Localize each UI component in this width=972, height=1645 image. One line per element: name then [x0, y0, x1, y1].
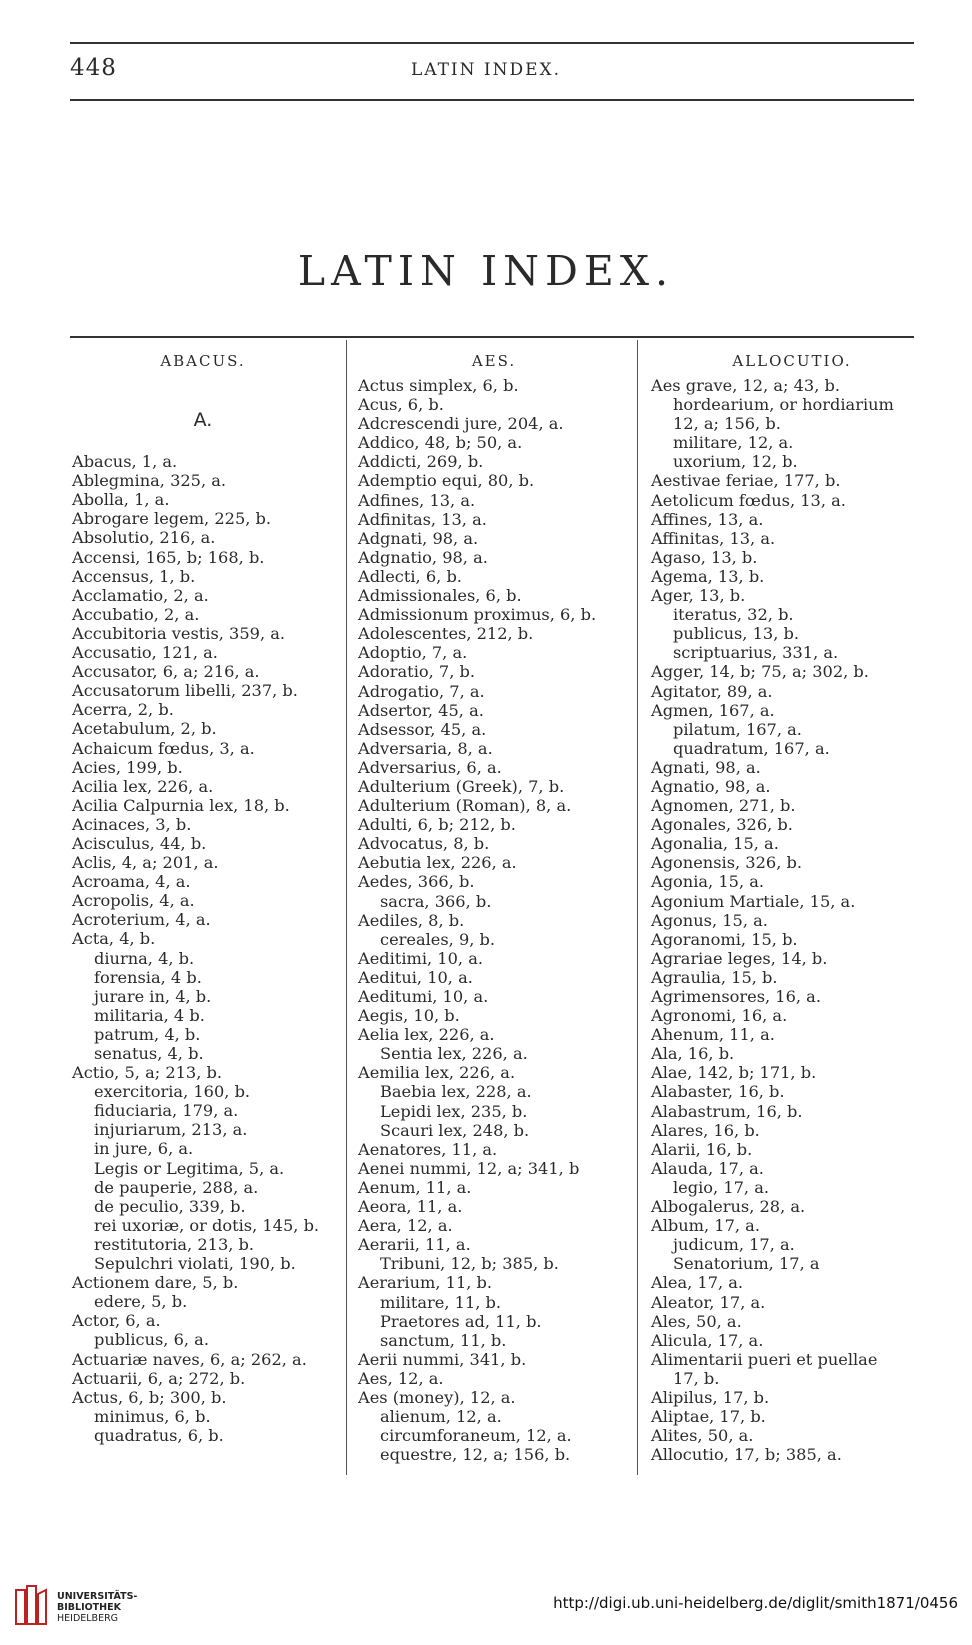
- index-entry: Aerarium, 11, b.: [358, 1273, 493, 1293]
- index-subentry: exercitoria, 160, b.: [94, 1082, 251, 1102]
- index-entry: Ala, 16, b.: [651, 1044, 735, 1064]
- index-subentry: fiduciaria, 179, a.: [94, 1101, 239, 1121]
- index-entry: Aedes, 366, b.: [358, 872, 475, 892]
- index-subentry: restitutoria, 213, b.: [94, 1234, 255, 1254]
- index-entry: Actor, 6, a.: [72, 1311, 161, 1331]
- index-entry: Album, 17, a.: [651, 1216, 760, 1236]
- index-subentry: circumforaneum, 12, a.: [380, 1426, 572, 1446]
- index-entry: Aenum, 11, a.: [358, 1177, 472, 1197]
- index-entry: Aes (money), 12, a.: [358, 1387, 516, 1407]
- index-entry: Acerra, 2, b.: [72, 700, 174, 720]
- index-entry: Agrariae leges, 14, b.: [651, 948, 828, 968]
- index-entry: Agema, 13, b.: [651, 566, 765, 586]
- index-subentry: de peculio, 339, b.: [94, 1196, 246, 1216]
- index-entry: Agonus, 15, a.: [651, 910, 768, 930]
- index-subentry: sanctum, 11, b.: [380, 1330, 507, 1350]
- index-entry: Agnati, 98, a.: [651, 757, 761, 777]
- index-subentry: publicus, 13, b.: [673, 624, 799, 644]
- index-subentry: rei uxoriæ, or dotis, 145, b.: [94, 1215, 320, 1235]
- library-line: HEIDELBERG: [57, 1613, 119, 1624]
- columns-top-rule: [70, 336, 914, 338]
- index-entry: Acropolis, 4, a.: [72, 891, 195, 911]
- index-entry: Actus, 6, b; 300, b.: [72, 1387, 227, 1407]
- index-entry: Agrimensores, 16, a.: [651, 987, 821, 1006]
- index-entry: Ablegmina, 325, a.: [72, 471, 227, 491]
- index-entry: Acroterium, 4, a.: [72, 910, 211, 930]
- index-entry: Aeditumi, 10, a.: [358, 987, 489, 1006]
- index-entry: Acus, 6, b.: [358, 395, 444, 415]
- index-entry: Affines, 13, a.: [651, 509, 764, 529]
- index-entry: Acroama, 4, a.: [72, 872, 191, 892]
- index-subentry: Tribuni, 12, b; 385, b.: [380, 1254, 559, 1274]
- index-entry: Adcrescendi jure, 204, a.: [358, 414, 564, 434]
- index-entry: Aerarii, 11, a.: [358, 1235, 471, 1255]
- top-rule: [70, 42, 914, 44]
- index-column-1: [72, 346, 334, 1445]
- index-entry: Accubitoria vestis, 359, a.: [72, 623, 286, 643]
- column-heading: ABACUS.: [160, 352, 246, 370]
- index-subentry: Sentia lex, 226, a.: [380, 1044, 528, 1064]
- index-entry: Adfinitas, 13, a.: [358, 509, 487, 529]
- index-entry: Abrogare legem, 225, b.: [72, 509, 272, 529]
- column-divider: [637, 340, 638, 1475]
- index-subentry: sacra, 366, b.: [380, 891, 492, 911]
- index-entry: Addico, 48, b; 50, a.: [358, 433, 523, 453]
- entry-list: [72, 376, 334, 1445]
- index-entry: Actus simplex, 6, b.: [358, 376, 519, 395]
- index-entry: Adfines, 13, a.: [358, 490, 476, 510]
- index-entry: Aemilia lex, 226, a.: [358, 1063, 516, 1083]
- index-subentry: Praetores ad, 11, b.: [380, 1311, 542, 1331]
- index-subentry: jurare in, 4, b.: [94, 986, 212, 1006]
- index-entry: Agonalia, 15, a.: [651, 834, 779, 854]
- index-subentry: forensia, 4 b.: [94, 967, 202, 987]
- index-entry: Aleator, 17, a.: [651, 1292, 766, 1312]
- index-entry: Agonensis, 326, b.: [651, 853, 803, 873]
- index-subentry: patrum, 4, b.: [94, 1024, 201, 1044]
- index-entry: Alarii, 16, b.: [651, 1139, 753, 1159]
- index-entry: Acetabulum, 2, b.: [72, 719, 217, 739]
- index-subentry: legio, 17, a.: [673, 1177, 770, 1197]
- index-entry: Albogalerus, 28, a.: [651, 1197, 806, 1217]
- index-entry: Actuariæ naves, 6, a; 262, a.: [72, 1349, 307, 1369]
- entry-list: [358, 376, 630, 1464]
- index-entry: Ales, 50, a.: [651, 1311, 742, 1331]
- index-entry: Aes grave, 12, a; 43, b.: [651, 376, 841, 395]
- index-entry: Alauda, 17, a.: [651, 1158, 764, 1178]
- source-url[interactable]: http://digi.ub.uni-heidelberg.de/diglit/smith1871/0456: [553, 1594, 958, 1612]
- index-entry: Aediles, 8, b.: [358, 910, 465, 930]
- index-entry: Adgnatio, 98, a.: [358, 547, 488, 567]
- index-subentry: alienum, 12, a.: [380, 1407, 502, 1427]
- index-subentry: quadratum, 167, a.: [673, 738, 830, 758]
- index-entry: Agoranomi, 15, b.: [651, 929, 798, 949]
- index-entry: Aclis, 4, a; 201, a.: [72, 853, 219, 873]
- index-entry: Adulti, 6, b; 212, b.: [358, 815, 516, 835]
- index-entry: Alares, 16, b.: [651, 1120, 760, 1140]
- index-entry: Agronomi, 16, a.: [651, 1006, 788, 1026]
- index-entry: Acclamatio, 2, a.: [72, 585, 209, 605]
- entry-list: [651, 376, 933, 1464]
- index-entry: Actionem dare, 5, b.: [72, 1273, 239, 1293]
- index-subentry: de pauperie, 288, a.: [94, 1177, 259, 1197]
- index-entry: Actuarii, 6, a; 272, b.: [72, 1368, 246, 1388]
- index-entry: Achaicum fœdus, 3, a.: [72, 738, 255, 758]
- index-subentry: equestre, 12, a; 156, b.: [380, 1445, 571, 1465]
- index-subentry: injuriarum, 213, a.: [94, 1120, 248, 1140]
- index-subentry: pilatum, 167, a.: [673, 719, 802, 739]
- index-subentry: militare, 12, a.: [673, 433, 794, 453]
- section-letter: A.: [193, 409, 213, 432]
- index-entry: Accusator, 6, a; 216, a.: [72, 662, 260, 682]
- index-entry: Adgnati, 98, a.: [358, 528, 479, 548]
- index-entry: Aeditui, 10, a.: [358, 967, 473, 987]
- index-entry: Accensi, 165, b; 168, b.: [72, 547, 265, 567]
- index-entry: Aera, 12, a.: [358, 1216, 453, 1236]
- index-entry: Adversaria, 8, a.: [358, 738, 493, 758]
- page-number: 448: [70, 55, 117, 81]
- index-entry: Agger, 14, b; 75, a; 302, b.: [651, 662, 869, 682]
- index-entry: Adversarius, 6, a.: [358, 757, 502, 777]
- index-entry: Accusatorum libelli, 237, b.: [72, 681, 298, 701]
- index-entry: Accusatio, 121, a.: [72, 643, 218, 663]
- index-entry: Adulterium (Greek), 7, b.: [358, 776, 565, 796]
- index-entry: [72, 376, 334, 395]
- index-entry: Acilia Calpurnia lex, 18, b.: [72, 795, 290, 815]
- index-entry: Aelia lex, 226, a.: [358, 1025, 495, 1045]
- index-entry: Agitator, 89, a.: [651, 681, 773, 701]
- index-entry: Adoratio, 7, b.: [358, 662, 476, 682]
- index-entry: Adlecti, 6, b.: [358, 566, 462, 586]
- index-entry: Addicti, 269, b.: [358, 452, 484, 472]
- index-subentry: 17, b.: [673, 1368, 720, 1388]
- column-heading: ALLOCUTIO.: [732, 352, 852, 370]
- index-entry: Alites, 50, a.: [651, 1426, 754, 1446]
- index-entry: Agonales, 326, b.: [651, 815, 793, 835]
- index-entry: Aenei nummi, 12, a; 341, b: [358, 1158, 580, 1178]
- index-entry: Alae, 142, b; 171, b.: [651, 1063, 817, 1083]
- index-entry: Adulterium (Roman), 8, a.: [358, 796, 572, 816]
- index-subentry: Scauri lex, 248, b.: [380, 1120, 530, 1140]
- library-line: UNIVERSITÄTS-: [57, 1591, 138, 1602]
- index-subentry: Baebia lex, 228, a.: [380, 1082, 532, 1102]
- index-entry: Aes, 12, a.: [358, 1368, 444, 1388]
- index-entry: Abacus, 1, a.: [72, 452, 178, 472]
- index-entry: Aebutia lex, 226, a.: [358, 853, 517, 873]
- index-subentry: cereales, 9, b.: [380, 929, 496, 949]
- index-entry: Abolla, 1, a.: [72, 490, 170, 510]
- header-rule: [70, 99, 914, 101]
- index-entry: Advocatus, 8, b.: [358, 834, 490, 854]
- index-entry: Agnatio, 98, a.: [651, 776, 771, 796]
- index-subentry: iteratus, 32, b.: [673, 605, 794, 625]
- index-entry: Absolutio, 216, a.: [72, 528, 216, 548]
- index-entry: Aerii nummi, 341, b.: [358, 1349, 527, 1369]
- index-subentry: judicum, 17, a.: [673, 1235, 795, 1255]
- index-subentry: Legis or Legitima, 5, a.: [94, 1158, 285, 1178]
- index-entry: Agonia, 15, a.: [651, 872, 765, 892]
- index-entry: Aenatores, 11, a.: [358, 1139, 498, 1159]
- index-subentry: senatus, 4, b.: [94, 1044, 204, 1063]
- index-subentry: 12, a; 156, b.: [673, 414, 781, 434]
- index-subentry: Senatorium, 17, a: [673, 1254, 820, 1274]
- index-entry: Agmen, 167, a.: [651, 700, 775, 720]
- index-entry: Alabastrum, 16, b.: [651, 1101, 803, 1121]
- index-entry: Alea, 17, a.: [651, 1273, 744, 1293]
- index-entry: Admissionales, 6, b.: [358, 586, 522, 606]
- index-entry: Affinitas, 13, a.: [651, 528, 776, 548]
- index-entry: Agonium Martiale, 15, a.: [651, 891, 856, 911]
- index-entry: Ahenum, 11, a.: [651, 1025, 775, 1045]
- library-name: [57, 1591, 137, 1624]
- index-subentry: edere, 5, b.: [94, 1292, 188, 1312]
- index-entry: Allocutio, 17, b; 385, a.: [651, 1445, 842, 1465]
- index-entry: Admissionum proximus, 6, b.: [358, 605, 597, 625]
- index-entry: Alimentarii pueri et puellae: [651, 1349, 878, 1369]
- index-entry: Alicula, 17, a.: [651, 1330, 764, 1350]
- index-entry: Agraulia, 15, b.: [651, 967, 778, 987]
- index-subentry: minimus, 6, b.: [94, 1406, 211, 1426]
- index-entry: Ademptio equi, 80, b.: [358, 471, 535, 491]
- index-entry: Aetolicum fœdus, 13, a.: [651, 490, 846, 510]
- index-entry: Aeora, 11, a.: [358, 1197, 463, 1217]
- index-subentry: scriptuarius, 331, a.: [673, 643, 839, 663]
- index-subentry: hordearium, or hordiarium: [673, 395, 894, 415]
- index-entry: Aestivae feriae, 177, b.: [651, 471, 841, 491]
- index-entry: Adsertor, 45, a.: [358, 700, 484, 720]
- index-entry: Acilia lex, 226, a.: [72, 776, 214, 796]
- index-subentry: in jure, 6, a.: [94, 1139, 194, 1159]
- column-divider: [346, 340, 347, 1475]
- index-subentry: uxorium, 12, b.: [673, 452, 798, 472]
- index-column-2: [358, 346, 630, 1464]
- library-logo-icon: [14, 1584, 48, 1626]
- index-entry: Adrogatio, 7, a.: [358, 681, 485, 701]
- index-subentry: diurna, 4, b.: [94, 948, 195, 968]
- index-entry: Ager, 13, b.: [651, 586, 746, 606]
- index-subentry: Sepulchri violati, 190, b.: [94, 1254, 296, 1274]
- page-title: LATIN INDEX.: [297, 247, 675, 295]
- index-entry: Acinaces, 3, b.: [72, 814, 192, 834]
- column-heading: AES.: [471, 352, 517, 370]
- running-head: LATIN INDEX.: [410, 60, 562, 80]
- index-entry: Acta, 4, b.: [72, 929, 156, 949]
- index-entry: Adolescentes, 212, b.: [358, 624, 534, 644]
- index-subentry: militaria, 4 b.: [94, 1005, 205, 1025]
- index-entry: Acisculus, 44, b.: [72, 833, 207, 853]
- library-line: BIBLIOTHEK: [57, 1602, 121, 1613]
- index-entry: Acies, 199, b.: [72, 757, 183, 777]
- index-entry: Agnomen, 271, b.: [651, 796, 796, 816]
- index-subentry: quadratus, 6, b.: [94, 1425, 224, 1445]
- index-entry: Adsessor, 45, a.: [358, 719, 487, 739]
- index-entry: Adoptio, 7, a.: [358, 643, 468, 663]
- index-entry: Aliptae, 17, b.: [651, 1407, 766, 1427]
- index-entry: Actio, 5, a; 213, b.: [72, 1063, 223, 1083]
- index-subentry: Lepidi lex, 235, b.: [380, 1101, 528, 1121]
- index-entry: Accensus, 1, b.: [72, 566, 196, 586]
- index-subentry: militare, 11, b.: [380, 1292, 502, 1312]
- index-entry: Aegis, 10, b.: [358, 1006, 460, 1026]
- index-entry: Aeditimi, 10, a.: [358, 948, 483, 968]
- index-column-3: [651, 346, 933, 1464]
- index-entry: Alipilus, 17, b.: [651, 1387, 770, 1407]
- index-subentry: publicus, 6, a.: [94, 1330, 209, 1350]
- index-entry: Accubatio, 2, a.: [72, 604, 200, 624]
- index-entry: Alabaster, 16, b.: [651, 1082, 785, 1102]
- index-entry: Agaso, 13, b.: [651, 547, 758, 567]
